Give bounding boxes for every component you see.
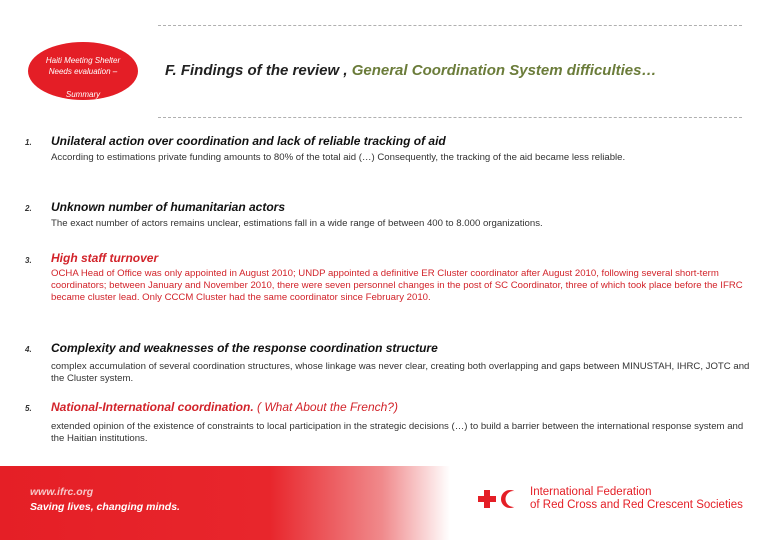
badge-line-1: Haiti Meeting Shelter — [45, 56, 121, 65]
item-number: 1. — [25, 138, 32, 147]
item-number: 5. — [25, 404, 32, 413]
item-heading-note: ( What About the French?) — [257, 400, 398, 414]
item-heading — [51, 400, 398, 414]
item-body: According to estimations private funding amounts to 80% of the total aid (…) Consequently, the tracking of the aid became less reliable. — [51, 152, 626, 163]
item-body: OCHA Head of Office was only appointed in August 2010; UNDP appointed a definitive ER Cluster coordinator after August 2010, following several short-term coordinators; between January and November 2010, there were seven personnel changes in the post of SC Coordinator, three of which took place before the IFRC became cluster lead. Only CCCM Cluster had the same coordinator since February 2010. — [51, 268, 743, 303]
item-body: The exact number of actors remains unclear, estimations fall in a wide range of between 400 to 8.000 organizations. — [51, 218, 543, 229]
footer-tagline: Saving lives, changing minds. — [30, 501, 180, 513]
item-heading: Complexity and weaknesses of the response coordination structure — [51, 341, 438, 355]
title-prefix: F. Findings of the review , — [165, 62, 348, 79]
title-highlight: General Coordination System difficulties… — [351, 62, 657, 79]
ifrc-emblem-icon — [477, 488, 521, 510]
org-line-1: International Federation — [530, 486, 652, 498]
item-heading: High staff turnover — [51, 251, 159, 265]
item-number: 3. — [25, 256, 32, 265]
section-badge — [28, 42, 138, 100]
page-title — [165, 62, 657, 79]
item-number: 2. — [25, 204, 32, 213]
footer-url-link[interactable]: www.ifrc.org — [30, 486, 94, 498]
item-number: 4. — [25, 345, 32, 354]
item-heading: Unilateral action over coordination and lack of reliable tracking of aid — [51, 134, 446, 148]
footer-banner — [0, 466, 450, 540]
badge-line-2: Needs evaluation – — [48, 67, 118, 76]
item-heading-text: National-International coordination. — [51, 400, 254, 414]
item-body: complex accumulation of several coordination structures, whose linkage was never clear, creating both overlapping and gaps between MINUSTAH, IHRC, JOTC and the Cluster system. — [51, 361, 750, 384]
ifrc-logo-text — [530, 486, 743, 512]
item-body: extended opinion of the existence of constraints to local participation in the strategic decisions (…) to build a barrier between the international response system and the Haitian institutions. — [51, 421, 744, 444]
title-divider — [158, 117, 742, 118]
item-heading: Unknown number of humanitarian actors — [51, 200, 286, 214]
org-line-2: of Red Cross and Red Crescent Societies — [530, 499, 743, 511]
badge-line-3: Summary — [65, 90, 101, 99]
top-divider — [158, 25, 742, 26]
